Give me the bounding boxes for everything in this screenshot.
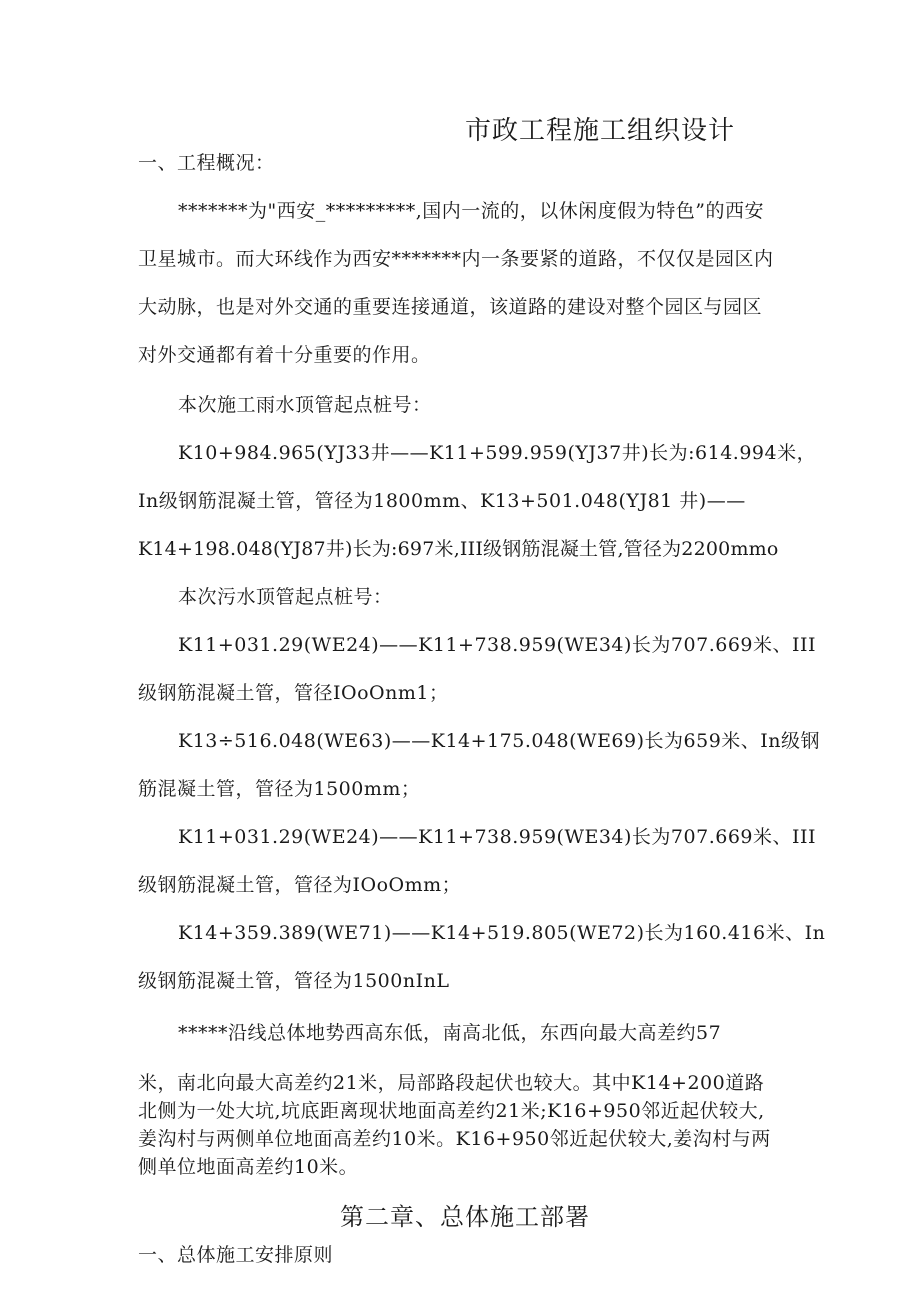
- paragraph-line: 米，南北向最大高差约21米，局部路段起伏也较大。其中K14+200道路: [138, 1072, 765, 1094]
- paragraph-line: 侧单位地面高差约10米。: [138, 1156, 359, 1178]
- paragraph-line: 对外交通都有着十分重要的作用。: [138, 344, 431, 366]
- paragraph-line: K13÷516.048(WE63)——K14+175.048(WE69)长为659米、In级钢: [178, 730, 821, 752]
- paragraph-line: K14+198.048(YJ87井)长为:697米,III级钢筋混凝土管,管径为2200mmo: [138, 538, 779, 560]
- paragraph-line: 北侧为一处大坑,坑底距离现状地面高差约21米;K16+950邻近起伏较大,: [138, 1100, 765, 1122]
- chapter-heading: 第二章、总体施工部署: [340, 1203, 590, 1231]
- paragraph-line: K11+031.29(WE24)——K11+738.959(WE34)长为707.669米、III: [178, 826, 817, 848]
- paragraph-line: *****沿线总体地势西高东低，南高北低，东西向最大高差约57: [178, 1022, 722, 1044]
- paragraph-line: 级钢筋混凝土管，管径IOoOnm1；: [138, 682, 449, 704]
- section-heading-overview: 一、工程概况：: [138, 152, 275, 174]
- paragraph-line: K10+984.965(YJ33井——K11+599.959(YJ37井)长为:614.994米，: [178, 442, 817, 464]
- paragraph-line: 卫星城市。而大环线作为西安*******内一条要紧的道路，不仅仅是园区内: [138, 248, 774, 270]
- paragraph-line: K14+359.389(WE71)——K14+519.805(WE72)长为160.416米、In: [178, 922, 826, 944]
- paragraph-line: 大动脉，也是对外交通的重要连接通道，该道路的建设对整个园区与园区: [138, 296, 763, 318]
- rain-pipe-heading: 本次施工雨水顶管起点桩号：: [178, 394, 432, 416]
- paragraph-line: K11+031.29(WE24)——K11+738.959(WE34)长为707.669米、III: [178, 634, 817, 656]
- paragraph-line: 筋混凝土管，管径为1500mm；: [138, 778, 421, 800]
- paragraph-line: 姜沟村与两侧单位地面高差约10米。K16+950邻近起伏较大,姜沟村与两: [138, 1128, 771, 1150]
- paragraph-line: 级钢筋混凝土管，管径为IOoOmm；: [138, 874, 462, 896]
- sewage-pipe-heading: 本次污水顶管起点桩号：: [178, 586, 393, 608]
- paragraph-line: 级钢筋混凝土管，管径为1500nInL: [138, 970, 450, 992]
- subsection-heading: 一、总体施工安排原则: [138, 1244, 334, 1266]
- paragraph-line: *******为"西安_*********,国内一流的，以休闲度假为特色”的西安: [178, 200, 764, 222]
- paragraph-line: In级钢筋混凝土管，管径为1800mm、K13+501.048(YJ81 井)——: [138, 490, 746, 512]
- document-title: 市政工程施工组织设计: [465, 116, 736, 146]
